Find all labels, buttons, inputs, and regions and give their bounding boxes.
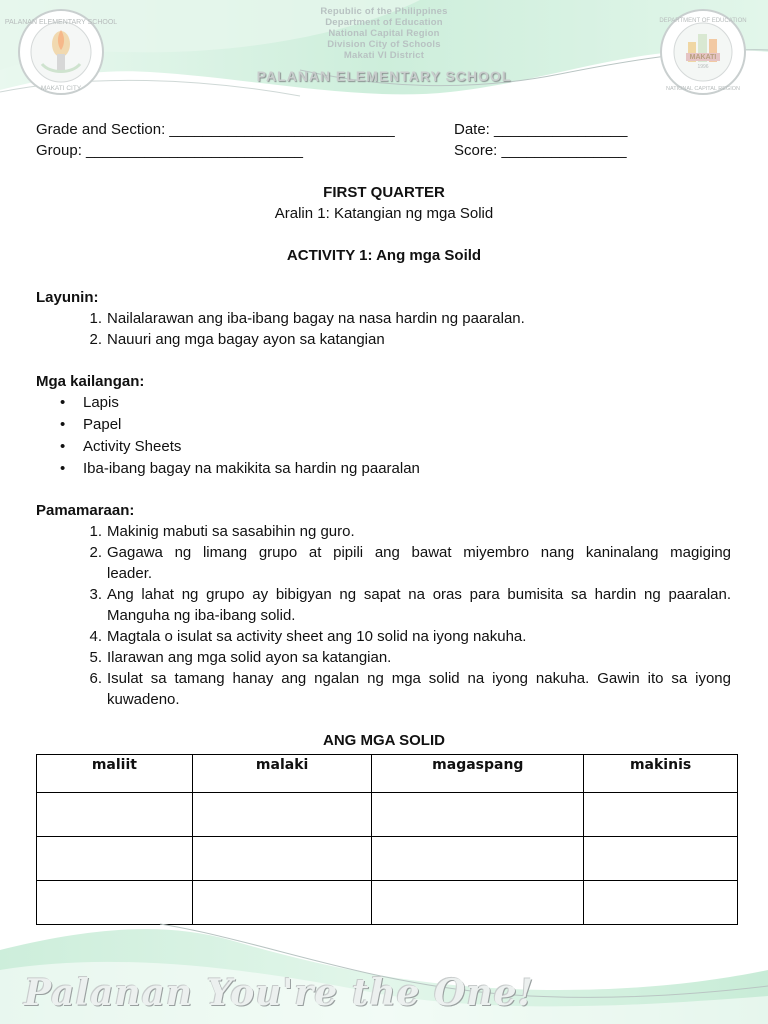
column-header: malaki [192,755,372,793]
item-text: Makinig mabuti sa sasabihin ng guro. [107,523,355,540]
table-header-row [37,755,738,793]
item-number: 1. [89,523,102,540]
item-number: 3. [89,586,102,603]
pamamaraan-list [89,521,731,710]
table-cell[interactable] [584,793,738,837]
solid-table [36,754,738,925]
list-item [89,308,737,329]
score-field[interactable]: Score: _______________ [454,142,627,159]
item-number: 1. [89,310,102,327]
list-item [89,329,737,350]
list-item [60,392,733,414]
bullet-icon: • [60,460,66,477]
list-item [89,542,731,584]
item-text-cont: kuwadeno. [107,691,180,708]
list-item [60,458,733,480]
item-text: Isulat sa tamang hanay ang ngalan ng mga solid na iyong nakuha. Gawin ito sa iyong [107,670,731,687]
quarter-title: FIRST QUARTER [323,184,445,201]
list-item [89,521,731,542]
footer-motto: Palanan You're the One! [24,972,535,1014]
svg-text:PALANAN ELEMENTARY SCHOOL: PALANAN ELEMENTARY SCHOOL [4,19,118,26]
item-text-cont: Manguha ng iba-ibang solid. [107,607,296,624]
item-number: 2. [89,331,102,348]
column-header: magaspang [372,755,584,793]
gov-line: National Capital Region [328,28,440,39]
item-number: 4. [89,628,102,645]
svg-text:1996: 1996 [697,64,709,70]
pamamaraan-heading: Pamamaraan: [36,502,135,519]
item-text: Ilarawan ang mga solid ayon sa katangian. [107,649,392,666]
table-cell[interactable] [37,837,193,881]
school-name: PALANAN ELEMENTARY SCHOOL [256,68,512,84]
gov-line: Department of Education [325,17,443,28]
table-row [37,793,738,837]
svg-text:NATIONAL CAPITAL REGION: NATIONAL CAPITAL REGION [666,86,740,92]
list-item [60,414,733,436]
column-header: maliit [37,755,193,793]
column-header: makinis [584,755,738,793]
kailangan-list [60,392,733,480]
list-item [89,584,731,626]
gov-line: Makati VI District [343,50,425,61]
bullet-icon: • [60,394,66,411]
deped-makati-seal-icon [656,8,750,96]
table-cell[interactable] [192,837,372,881]
item-text: Ang lahat ng grupo ay bibigyan ng sapat na oras para bumisita sa hardin ng paaralan. [107,586,731,603]
item-text: Magtala o isulat sa activity sheet ang 10 solid na iyong nakuha. [107,628,527,645]
gov-line: Division City of Schools [327,39,441,50]
government-header [264,6,504,61]
item-text: Iba-ibang bagay na makikita sa hardin ng paaralan [83,460,420,477]
item-number: 2. [89,544,102,561]
svg-text:MAKATI CITY: MAKATI CITY [40,85,82,92]
item-text: Gagawa ng limang grupo at pipili ang bawat miyembro nang kaninalang magiging [107,544,731,561]
lesson-title: Aralin 1: Katangian ng mga Solid [274,205,494,222]
item-text: Activity Sheets [83,438,182,455]
svg-text:MAKATI: MAKATI [689,54,717,61]
layunin-heading: Layunin: [36,289,99,306]
table-cell[interactable] [372,837,584,881]
table-title: ANG MGA SOLID [323,732,445,749]
school-seal-icon [4,8,118,96]
item-number: 6. [89,670,102,687]
gov-line: Republic of the Philippines [320,6,448,17]
kailangan-heading: Mga kailangan: [36,373,145,390]
table-cell[interactable] [37,793,193,837]
list-item [89,626,731,647]
date-field[interactable]: Date: ________________ [454,121,628,138]
table-cell[interactable] [192,793,372,837]
list-item [89,647,731,668]
table-row [37,837,738,881]
table-cell[interactable] [372,793,584,837]
bullet-icon: • [60,438,66,455]
table-cell[interactable] [584,837,738,881]
list-item [89,668,731,710]
bullet-icon: • [60,416,66,433]
activity-title: ACTIVITY 1: Ang mga Soild [286,247,482,264]
item-text-cont: leader. [107,565,153,582]
list-item [60,436,733,458]
svg-text:DEPARTMENT OF EDUCATION: DEPARTMENT OF EDUCATION [659,18,747,24]
item-text: Lapis [83,394,119,411]
group-field[interactable]: Group: __________________________ [36,142,303,159]
item-text: Nauuri ang mga bagay ayon sa katangian [107,331,385,348]
item-number: 5. [89,649,102,666]
item-text: Nailalarawan ang iba-ibang bagay na nasa hardin ng paaralan. [107,310,525,327]
layunin-list [89,308,737,350]
grade-section-field[interactable]: Grade and Section: ___________________________ [36,121,395,138]
item-text: Papel [83,416,122,433]
